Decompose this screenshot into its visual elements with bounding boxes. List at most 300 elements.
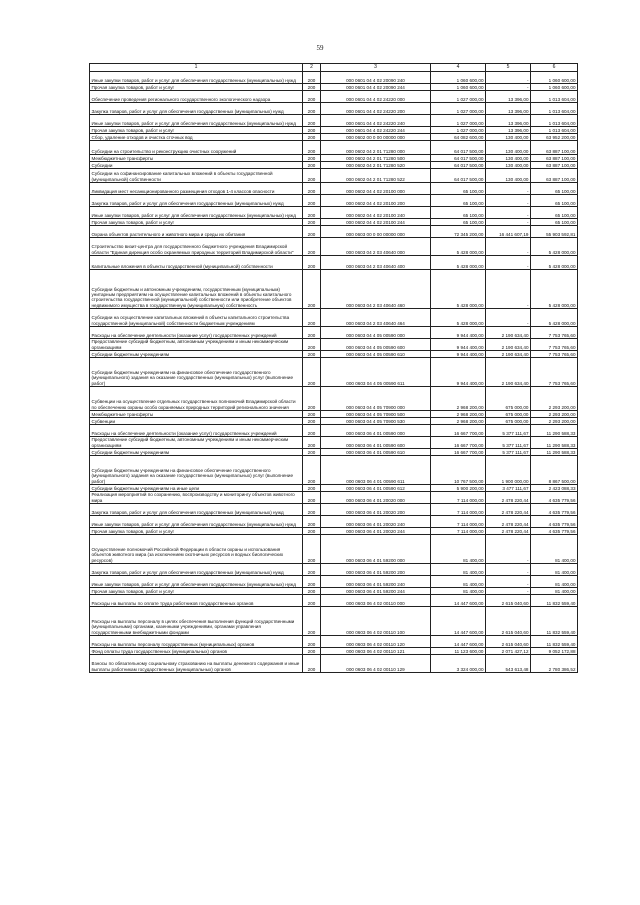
row-amount-cell: 1 060 600,00 (431, 72, 486, 84)
row-executed-cell: - (486, 270, 531, 309)
row-kbk-cell: 000 0603 04 4 05 00590 610 (321, 351, 431, 358)
row-amount-cell: 64 017 500,00 (431, 155, 486, 162)
table-row (90, 528, 578, 535)
row-remaining-cell: 9 052 172,88 (531, 648, 578, 655)
column-header: 4 (431, 64, 486, 72)
row-executed-cell: 5 377 111,67 (486, 449, 531, 456)
row-amount-cell: 1 027 000,00 (431, 115, 486, 127)
row-amount-cell: 9 944 400,00 (431, 339, 486, 351)
row-amount-cell: 81 400,00 (431, 588, 486, 595)
row-kbk-cell: 000 0603 06 4 02 00110 129 (321, 655, 431, 673)
row-executed-cell: - (486, 84, 531, 91)
row-kbk-cell: 000 0603 04 4 05 70900 530 (321, 418, 431, 425)
row-code-cell: 200 (303, 169, 321, 183)
row-remaining-cell: 7 753 765,60 (531, 358, 578, 387)
row-amount-cell: 65 100,00 (431, 207, 486, 219)
row-code-cell: 200 (303, 648, 321, 655)
table-row (90, 327, 578, 339)
row-executed-cell: - (486, 576, 531, 588)
row-kbk-cell: 000 0603 04 4 05 00590 600 (321, 339, 431, 351)
row-code-cell: 200 (303, 309, 321, 327)
row-amount-cell: 64 082 600,00 (431, 134, 486, 141)
row-executed-cell: 5 377 111,67 (486, 425, 531, 437)
row-remaining-cell: 1 013 604,00 (531, 127, 578, 134)
row-remaining-cell: 63 952 200,00 (531, 134, 578, 141)
row-executed-cell: 2 478 220,44 (486, 492, 531, 504)
row-name-cell: Фонд оплаты труда государственных (муниципальных) органов (90, 648, 303, 655)
row-name-cell: Закупка товаров, работ и услуг для обеспечения государственных (муниципальных) нужд (90, 103, 303, 115)
table-row (90, 564, 578, 576)
row-kbk-cell: 000 0601 04 4 02 24220 240 (321, 115, 431, 127)
row-name-cell: Субсидии бюджетным и автономным учреждениям, государственным (муниципальным) унитарным предприятиям на осуществление капитальных вложений в объекты капитального строительства государственной (муниципальной) собственности или приобретение объектов недвижимого имущества в государственную (муниципальную) собственность (90, 270, 303, 309)
row-kbk-cell: 000 0602 04 2 01 71280 500 (321, 155, 431, 162)
row-code-cell: 200 (303, 327, 321, 339)
row-code-cell: 200 (303, 195, 321, 207)
row-amount-cell: 1 027 000,00 (431, 127, 486, 134)
table-row (90, 309, 578, 327)
row-kbk-cell: 000 0603 04 4 05 70900 000 (321, 387, 431, 411)
table-row (90, 195, 578, 207)
row-kbk-cell: 000 0603 06 4 01 59200 000 (321, 535, 431, 564)
row-executed-cell: 13 396,00 (486, 91, 531, 103)
row-remaining-cell: 2 293 200,00 (531, 418, 578, 425)
row-code-cell: 200 (303, 238, 321, 256)
table-row (90, 387, 578, 411)
row-kbk-cell: 000 0603 06 4 02 00110 000 (321, 595, 431, 607)
row-kbk-cell: 000 0603 06 4 02 00110 100 (321, 607, 431, 636)
row-amount-cell: 1 027 000,00 (431, 103, 486, 115)
row-kbk-cell: 000 0603 06 4 01 20020 244 (321, 528, 431, 535)
row-kbk-cell: 000 0603 06 4 01 00590 000 (321, 425, 431, 437)
row-amount-cell: 5 428 000,00 (431, 309, 486, 327)
row-code-cell: 200 (303, 655, 321, 673)
table-row (90, 595, 578, 607)
row-remaining-cell: 55 903 592,81 (531, 226, 578, 238)
row-code-cell: 200 (303, 351, 321, 358)
table-row (90, 207, 578, 219)
row-amount-cell: 65 100,00 (431, 183, 486, 195)
row-code-cell: 200 (303, 270, 321, 309)
row-amount-cell: 7 114 000,00 (431, 516, 486, 528)
row-amount-cell: 5 428 000,00 (431, 256, 486, 270)
row-amount-cell: 64 017 500,00 (431, 162, 486, 169)
row-amount-cell: 72 345 200,00 (431, 226, 486, 238)
row-name-cell: Ликвидация мест несанкционированного размещения отходов 1-4 классов опасности (90, 183, 303, 195)
row-code-cell: 200 (303, 226, 321, 238)
row-code-cell: 200 (303, 72, 321, 84)
row-code-cell: 200 (303, 219, 321, 226)
row-remaining-cell: 4 635 779,56 (531, 516, 578, 528)
row-name-cell: Субсидии бюджетным учреждениям (90, 449, 303, 456)
row-remaining-cell: 5 428 000,00 (531, 238, 578, 256)
row-name-cell: Прочая закупка товаров, работ и услуг (90, 219, 303, 226)
row-kbk-cell: 000 0602 04 4 02 20100 244 (321, 219, 431, 226)
column-header: 6 (531, 64, 578, 72)
column-header: 1 (90, 64, 303, 72)
row-name-cell: Субсидии на софинансирование капитальных вложений в объекты государственной (муниципальной) собственности (90, 169, 303, 183)
row-amount-cell: 11 123 600,00 (431, 648, 486, 655)
table-row (90, 636, 578, 648)
row-code-cell: 200 (303, 636, 321, 648)
row-code-cell: 200 (303, 115, 321, 127)
row-kbk-cell: 000 0602 04 4 02 20100 200 (321, 195, 431, 207)
table-row (90, 411, 578, 418)
row-amount-cell: 16 667 700,00 (431, 425, 486, 437)
table-row (90, 588, 578, 595)
table-row (90, 238, 578, 256)
row-kbk-cell: 000 0602 04 2 01 71280 520 (321, 162, 431, 169)
row-amount-cell: 9 944 400,00 (431, 351, 486, 358)
row-kbk-cell: 000 0603 06 4 01 59200 200 (321, 564, 431, 576)
row-remaining-cell: 4 635 779,56 (531, 528, 578, 535)
row-remaining-cell: 65 100,00 (531, 219, 578, 226)
row-code-cell: 200 (303, 91, 321, 103)
row-name-cell: Субсидии бюджетным учреждениям (90, 351, 303, 358)
row-code-cell: 200 (303, 339, 321, 351)
row-code-cell: 200 (303, 449, 321, 456)
row-kbk-cell: 000 0603 06 4 02 00110 121 (321, 648, 431, 655)
table-row (90, 504, 578, 516)
table-header-row (90, 64, 578, 72)
table-row (90, 256, 578, 270)
row-code-cell: 200 (303, 256, 321, 270)
row-amount-cell: 81 400,00 (431, 576, 486, 588)
row-executed-cell: 13 396,00 (486, 103, 531, 115)
table-row (90, 449, 578, 456)
row-executed-cell: 13 396,00 (486, 115, 531, 127)
table-row (90, 492, 578, 504)
row-code-cell: 200 (303, 141, 321, 155)
row-code-cell: 200 (303, 485, 321, 492)
row-remaining-cell: 1 013 604,00 (531, 91, 578, 103)
row-executed-cell: - (486, 183, 531, 195)
row-amount-cell: 16 667 700,00 (431, 437, 486, 449)
row-executed-cell: 3 477 111,67 (486, 485, 531, 492)
row-remaining-cell: 1 060 600,00 (531, 84, 578, 91)
row-amount-cell: 5 900 200,00 (431, 485, 486, 492)
row-kbk-cell: 000 0603 06 4 01 59200 240 (321, 576, 431, 588)
row-remaining-cell: 7 753 765,60 (531, 327, 578, 339)
row-code-cell: 200 (303, 492, 321, 504)
table-row (90, 535, 578, 564)
row-name-cell: Иные закупки товаров, работ и услуг для обеспечения государственных (муниципальных) нужд (90, 115, 303, 127)
row-name-cell: Иные закупки товаров, работ и услуг для обеспечения государственных (муниципальных) нужд (90, 72, 303, 84)
row-amount-cell: 7 114 000,00 (431, 492, 486, 504)
row-code-cell: 200 (303, 425, 321, 437)
row-kbk-cell: 000 0603 04 2 03 40640 464 (321, 309, 431, 327)
row-executed-cell: - (486, 564, 531, 576)
table-row (90, 91, 578, 103)
row-kbk-cell: 000 0602 04 2 01 71280 522 (321, 169, 431, 183)
table-row (90, 155, 578, 162)
row-name-cell: Сбор, удаление отходов и очистка сточных вод (90, 134, 303, 141)
row-code-cell: 200 (303, 127, 321, 134)
row-amount-cell: 64 017 500,00 (431, 169, 486, 183)
row-executed-cell: - (486, 195, 531, 207)
row-executed-cell: 2 615 040,60 (486, 595, 531, 607)
row-code-cell: 200 (303, 84, 321, 91)
row-amount-cell: 2 968 200,00 (431, 418, 486, 425)
row-executed-cell: 130 400,00 (486, 169, 531, 183)
row-code-cell: 200 (303, 456, 321, 485)
table-row (90, 162, 578, 169)
row-kbk-cell: 000 0603 06 4 01 20020 240 (321, 516, 431, 528)
column-header: 5 (486, 64, 531, 72)
row-code-cell: 200 (303, 535, 321, 564)
table-row (90, 183, 578, 195)
row-amount-cell: 16 667 700,00 (431, 449, 486, 456)
row-code-cell: 200 (303, 576, 321, 588)
row-name-cell: Субвенции на осуществление отдельных государственных полномочий Владимирской области по обеспечению охраны особо охраняемых природных территорий регионального значения (90, 387, 303, 411)
row-code-cell: 200 (303, 103, 321, 115)
row-executed-cell: 130 400,00 (486, 141, 531, 155)
row-remaining-cell: 2 780 386,52 (531, 655, 578, 673)
row-kbk-cell: 000 0602 04 2 01 71280 000 (321, 141, 431, 155)
row-executed-cell: 2 190 634,40 (486, 358, 531, 387)
table-row (90, 456, 578, 485)
row-remaining-cell: 81 400,00 (531, 588, 578, 595)
table-row (90, 437, 578, 449)
row-remaining-cell: 5 428 000,00 (531, 256, 578, 270)
row-amount-cell: 1 027 000,00 (431, 91, 486, 103)
row-code-cell: 200 (303, 358, 321, 387)
row-remaining-cell: 1 060 600,00 (531, 72, 578, 84)
row-code-cell: 200 (303, 418, 321, 425)
row-kbk-cell: 000 0603 04 4 05 70900 500 (321, 411, 431, 418)
row-amount-cell: 10 767 500,00 (431, 456, 486, 485)
row-remaining-cell: 4 635 779,56 (531, 492, 578, 504)
row-executed-cell: 130 400,00 (486, 134, 531, 141)
table-row (90, 134, 578, 141)
table-row (90, 103, 578, 115)
table-row (90, 141, 578, 155)
row-kbk-cell: 000 0601 04 4 02 24220 200 (321, 103, 431, 115)
row-amount-cell: 3 324 000,00 (431, 655, 486, 673)
row-kbk-cell: 000 0603 06 4 01 00590 600 (321, 437, 431, 449)
row-executed-cell: - (486, 535, 531, 564)
row-code-cell: 200 (303, 595, 321, 607)
row-kbk-cell: 000 0602 00 0 00 00000 000 (321, 134, 431, 141)
table-row (90, 115, 578, 127)
table-row (90, 351, 578, 358)
row-executed-cell: 2 478 220,44 (486, 516, 531, 528)
row-executed-cell: - (486, 309, 531, 327)
row-amount-cell: 5 428 000,00 (431, 238, 486, 256)
row-remaining-cell: 7 753 765,60 (531, 339, 578, 351)
row-name-cell: Закупка товаров, работ и услуг для обеспечения государственных (муниципальных) нужд (90, 195, 303, 207)
row-name-cell: Прочая закупка товаров, работ и услуг (90, 84, 303, 91)
row-name-cell: Охрана объектов растительного и животного мира и среды их обитания (90, 226, 303, 238)
row-remaining-cell: 2 293 200,00 (531, 387, 578, 411)
row-name-cell: Расходы на выплаты персоналу в целях обеспечения выполнения функций государственными (муниципальными) органами, казенными учреждениями, органами управления государственными внебюджетными фондами (90, 607, 303, 636)
row-executed-cell: 2 190 634,40 (486, 339, 531, 351)
row-code-cell: 200 (303, 387, 321, 411)
row-remaining-cell: 11 832 559,40 (531, 607, 578, 636)
row-amount-cell: 81 400,00 (431, 535, 486, 564)
row-amount-cell: 2 968 200,00 (431, 387, 486, 411)
table-row (90, 72, 578, 84)
row-executed-cell: 675 000,00 (486, 418, 531, 425)
row-amount-cell: 2 968 200,00 (431, 411, 486, 418)
column-header: 3 (321, 64, 431, 72)
row-code-cell: 200 (303, 504, 321, 516)
row-kbk-cell: 000 0602 04 4 02 20100 240 (321, 207, 431, 219)
row-executed-cell: 543 613,48 (486, 655, 531, 673)
row-kbk-cell: 000 0601 04 4 02 24220 000 (321, 91, 431, 103)
table-row (90, 358, 578, 387)
row-code-cell: 200 (303, 528, 321, 535)
row-kbk-cell: 000 0602 04 4 02 20100 000 (321, 183, 431, 195)
row-remaining-cell: 65 100,00 (531, 207, 578, 219)
column-header: 2 (303, 64, 321, 72)
row-executed-cell: 2 615 040,60 (486, 607, 531, 636)
row-executed-cell: 675 000,00 (486, 387, 531, 411)
table-row (90, 127, 578, 134)
row-name-cell: Прочая закупка товаров, работ и услуг (90, 528, 303, 535)
row-remaining-cell: 1 013 604,00 (531, 115, 578, 127)
row-executed-cell: 2 190 634,40 (486, 327, 531, 339)
table-row (90, 418, 578, 425)
row-code-cell: 200 (303, 411, 321, 418)
row-name-cell: Реализация мероприятий по сохранению, воспроизводству и мониторингу объектов животного мира (90, 492, 303, 504)
row-kbk-cell: 000 0603 04 4 05 00590 000 (321, 327, 431, 339)
page-number: 59 (316, 44, 324, 52)
row-remaining-cell: 4 635 779,56 (531, 504, 578, 516)
table-row (90, 339, 578, 351)
row-code-cell: 200 (303, 437, 321, 449)
row-kbk-cell: 000 0603 04 2 03 40640 400 (321, 256, 431, 270)
row-remaining-cell: 11 832 559,40 (531, 636, 578, 648)
row-executed-cell: 130 400,00 (486, 155, 531, 162)
row-executed-cell: 2 190 634,40 (486, 351, 531, 358)
row-executed-cell: 2 478 220,44 (486, 504, 531, 516)
row-name-cell: Осуществление полномочий Российской Федерации в области охраны и использования объектов животного мира (за исключением охотничьих ресурсов и водных биологических ресурсов) (90, 535, 303, 564)
row-remaining-cell: 63 887 100,00 (531, 141, 578, 155)
row-amount-cell: 65 100,00 (431, 219, 486, 226)
table-row (90, 219, 578, 226)
row-code-cell: 200 (303, 134, 321, 141)
row-name-cell: Межбюджетные трансферты (90, 155, 303, 162)
row-remaining-cell: 11 832 559,40 (531, 595, 578, 607)
row-remaining-cell: 5 428 000,00 (531, 270, 578, 309)
row-remaining-cell: 11 290 588,33 (531, 437, 578, 449)
row-name-cell: Субсидии бюджетным учреждениям на финансовое обеспечение государственного (муниципального) задания на оказание государственных (муниципальных) услуг (выполнение работ) (90, 456, 303, 485)
row-executed-cell: - (486, 238, 531, 256)
row-code-cell: 200 (303, 564, 321, 576)
row-amount-cell: 14 447 600,00 (431, 595, 486, 607)
row-executed-cell: 1 900 000,00 (486, 456, 531, 485)
row-remaining-cell: 81 400,00 (531, 576, 578, 588)
row-executed-cell: - (486, 588, 531, 595)
row-remaining-cell: 11 290 588,33 (531, 449, 578, 456)
row-remaining-cell: 8 867 500,00 (531, 456, 578, 485)
table-row (90, 607, 578, 636)
row-name-cell: Капитальные вложения в объекты государственной (муниципальной) собственности (90, 256, 303, 270)
table-row (90, 485, 578, 492)
row-name-cell: Прочая закупка товаров, работ и услуг (90, 127, 303, 134)
row-amount-cell: 14 447 600,00 (431, 607, 486, 636)
row-name-cell: Предоставление субсидий бюджетным, автономным учреждениям и иным некоммерческим организациям (90, 339, 303, 351)
row-name-cell: Закупка товаров, работ и услуг для обеспечения государственных (муниципальных) нужд (90, 564, 303, 576)
row-name-cell: Расходы на обеспечение деятельности (оказание услуг) государственных учреждений (90, 327, 303, 339)
row-name-cell: Субсидии бюджетным учреждениям на иные цели (90, 485, 303, 492)
table-row (90, 576, 578, 588)
row-name-cell: Расходы на обеспечение деятельности (оказание услуг) государственных учреждений (90, 425, 303, 437)
table-row (90, 270, 578, 309)
row-remaining-cell: 7 753 765,60 (531, 351, 578, 358)
row-name-cell: Обеспечение проведения регионального государственного экологического надзора (90, 91, 303, 103)
row-amount-cell: 7 114 000,00 (431, 504, 486, 516)
row-kbk-cell: 000 0603 06 4 01 00590 612 (321, 485, 431, 492)
row-kbk-cell: 000 0603 06 4 01 20020 200 (321, 504, 431, 516)
row-name-cell: Иные закупки товаров, работ и услуг для обеспечения государственных (муниципальных) нужд (90, 516, 303, 528)
row-code-cell: 200 (303, 183, 321, 195)
row-code-cell: 200 (303, 162, 321, 169)
row-name-cell: Закупка товаров, работ и услуг для обеспечения государственных (муниципальных) нужд (90, 504, 303, 516)
row-name-cell: Субсидии (90, 162, 303, 169)
row-executed-cell: 5 377 111,67 (486, 437, 531, 449)
row-kbk-cell: 000 0603 06 4 01 20020 000 (321, 492, 431, 504)
table-row (90, 169, 578, 183)
table-row (90, 226, 578, 238)
row-name-cell: Расходы на выплаты персоналу государственных (муниципальных) органов (90, 636, 303, 648)
row-remaining-cell: 63 887 100,00 (531, 169, 578, 183)
row-kbk-cell: 000 0603 06 4 02 00110 120 (321, 636, 431, 648)
row-name-cell: Прочая закупка товаров, работ и услуг (90, 588, 303, 595)
row-code-cell: 200 (303, 607, 321, 636)
row-executed-cell: 2 071 427,12 (486, 648, 531, 655)
row-kbk-cell: 000 0601 04 4 02 20090 240 (321, 72, 431, 84)
row-executed-cell: - (486, 256, 531, 270)
row-kbk-cell: 000 0601 04 4 02 24220 244 (321, 127, 431, 134)
row-remaining-cell: 65 100,00 (531, 183, 578, 195)
row-amount-cell: 1 060 600,00 (431, 84, 486, 91)
row-kbk-cell: 000 0603 06 4 01 00590 611 (321, 456, 431, 485)
row-name-cell: Субсидии на осуществление капитальных вложений в объекты капитального строительства государственной (муниципальной) собственности бюджетным учреждениям (90, 309, 303, 327)
row-remaining-cell: 63 887 100,00 (531, 155, 578, 162)
table-row (90, 425, 578, 437)
row-executed-cell: 16 441 607,19 (486, 226, 531, 238)
row-amount-cell: 5 428 000,00 (431, 270, 486, 309)
row-kbk-cell: 000 0603 06 4 01 00590 610 (321, 449, 431, 456)
row-code-cell: 200 (303, 155, 321, 162)
row-amount-cell: 9 944 400,00 (431, 327, 486, 339)
row-amount-cell: 7 114 000,00 (431, 528, 486, 535)
row-executed-cell: 2 615 040,60 (486, 636, 531, 648)
row-name-cell: Межбюджетные трансферты (90, 411, 303, 418)
row-executed-cell: - (486, 219, 531, 226)
table-row (90, 84, 578, 91)
row-amount-cell: 81 400,00 (431, 564, 486, 576)
row-kbk-cell: 000 0603 00 0 00 00000 000 (321, 226, 431, 238)
row-code-cell: 200 (303, 588, 321, 595)
table-row (90, 655, 578, 673)
row-code-cell: 200 (303, 207, 321, 219)
row-remaining-cell: 5 428 000,00 (531, 309, 578, 327)
budget-table (89, 63, 578, 673)
row-executed-cell: - (486, 207, 531, 219)
table-row (90, 516, 578, 528)
row-name-cell: Взносы по обязательному социальному страхованию на выплаты денежного содержания и иные выплаты работникам государственных (муниципальных) органов (90, 655, 303, 673)
row-kbk-cell: 000 0603 04 4 05 00590 611 (321, 358, 431, 387)
row-kbk-cell: 000 0603 06 4 01 59200 244 (321, 588, 431, 595)
row-name-cell: Иные закупки товаров, работ и услуг для обеспечения государственных (муниципальных) нужд (90, 576, 303, 588)
row-name-cell: Субвенции (90, 418, 303, 425)
row-remaining-cell: 81 400,00 (531, 535, 578, 564)
row-kbk-cell: 000 0603 04 2 03 40640 000 (321, 238, 431, 256)
row-name-cell: Предоставление субсидий бюджетным, автономным учреждениям и иным некоммерческим организациям (90, 437, 303, 449)
row-remaining-cell: 1 013 604,00 (531, 103, 578, 115)
